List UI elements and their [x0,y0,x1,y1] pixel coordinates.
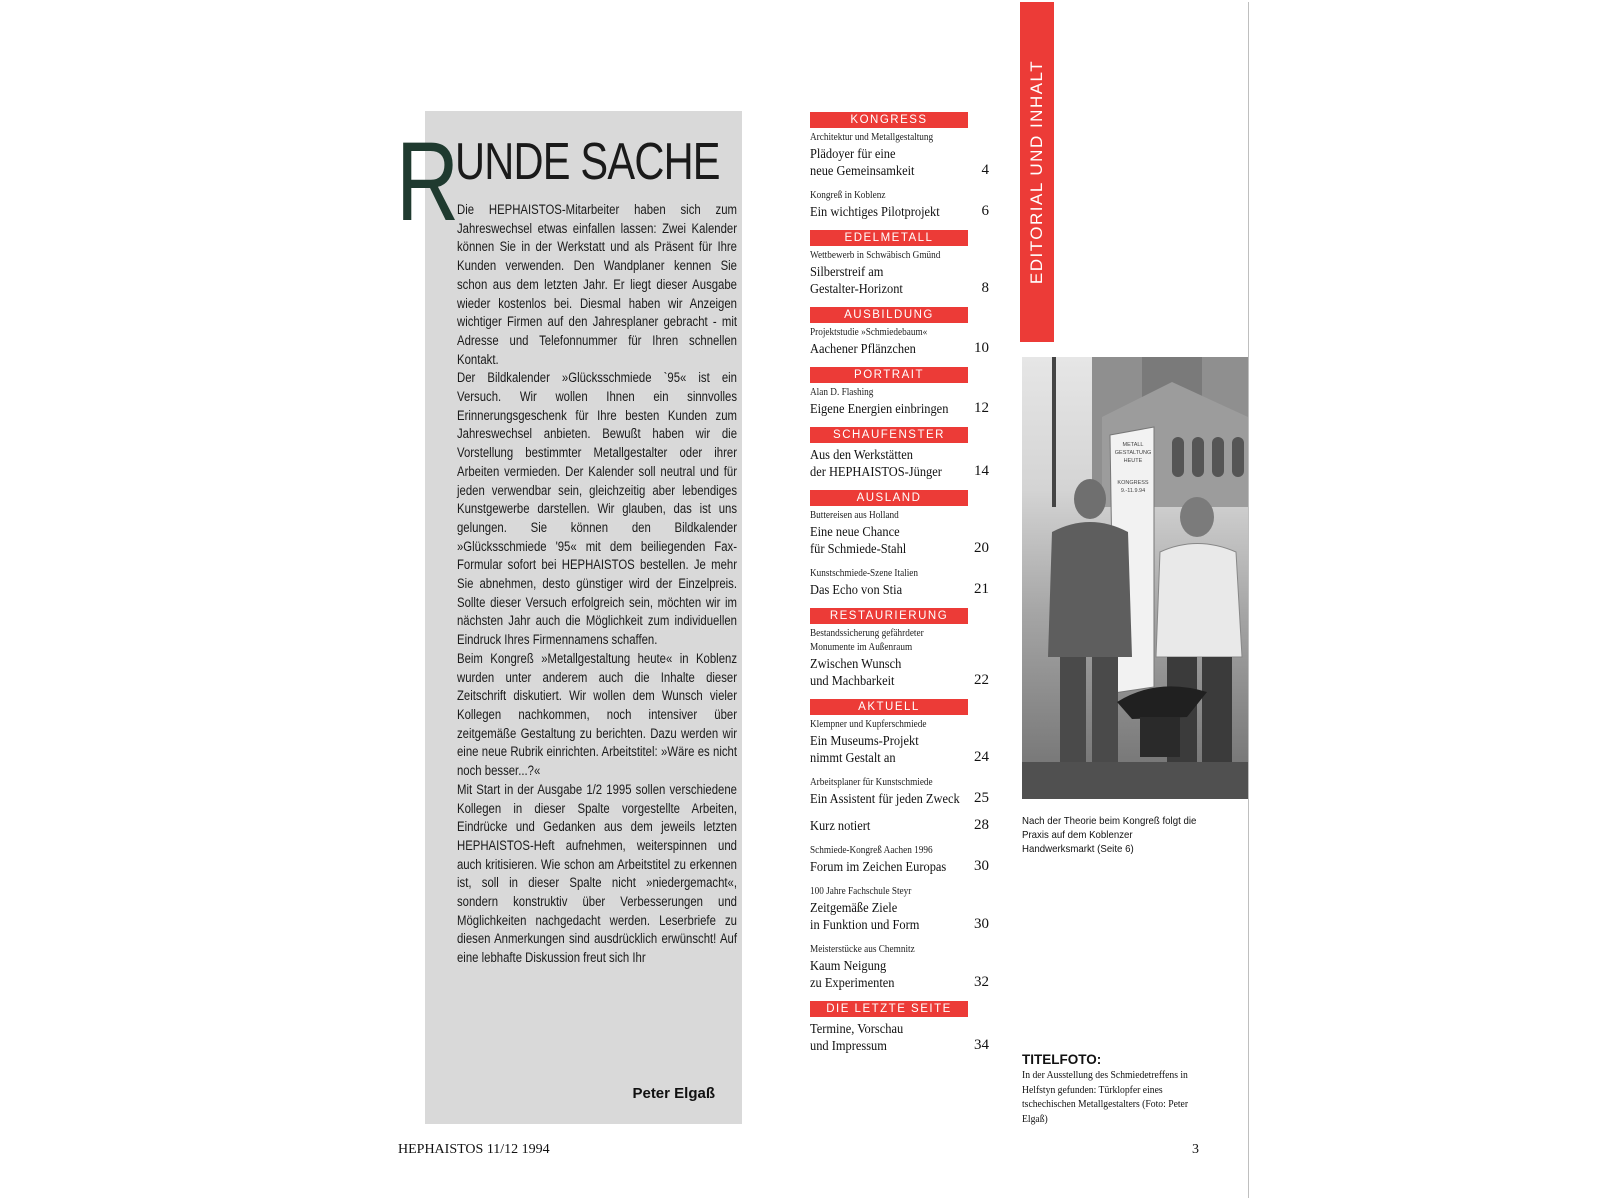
editorial-paragraph: Beim Kongreß »Metallgestaltung heute« in Koblenz wurden unter anderem auch die Inhalte dieser Zeitschrift diskutiert. Wir wollen dem Wunsch vieler Kollegen nachkommen, noch intensiver über zeitgemäße Gestaltung zu berichten. Dazu werden wir eine neue Rubrik einrichten. Arbeitstitel: »Wäre es nicht noch besser...?« [457,650,737,780]
toc-entry-kicker: Schmiede-Kongreß Aachen 1996 [810,845,933,856]
toc-entry-kicker: Alan D. Flashing [810,387,874,398]
toc-entry-title: Eigene Energien einbringen [810,401,949,416]
toc-entry-kicker: Architektur und Metallgestaltung [810,132,934,143]
toc-entry [810,885,995,933]
editorial-title: UNDE SACHE [455,133,720,191]
section-heading-ausland: AUSLAND [810,490,968,506]
toc-entry-title: Silberstreif am Gestalter-Horizont [810,264,903,296]
toc-entry-page: 21 [974,581,989,597]
toc-entry-page: 20 [974,540,989,556]
toc-entry [810,776,995,807]
section-heading-die-letzte-seite: DIE LETZTE SEITE [810,1001,968,1017]
toc-entry [810,326,995,357]
toc-entry [810,718,995,766]
toc-entry-page: 34 [974,1037,989,1053]
section-heading-restaurierung: RESTAURIERUNG [810,608,968,624]
editorial-paragraph: Der Bildkalender »Glücksschmiede `95« ist ein Versuch. Wir wollen Ihnen ein sinnvolles Erinnerungsgeschenk für Ihre besten Kunden zum Jahreswechsel anbieten. Bewußt haben wir die Vorstellung bestimmter Metallgestalter oder ihrer Arbeiten vermieden. Der Kalender soll neutral und für jeden verwendbar sein, gleichzeitig aber lebendiges Kunstgewerbe darstellen. Wir glauben, das ist uns gelungen. Sie können den Bildkalender »Glücksschmiede '95« mit dem beiliegenden Fax-Formular sofort bei HEPHAISTOS bestellen. Je mehr Sie abnehmen, desto günstiger wird der Einzelpreis. Sollte dieser Versuch erfolgreich sein, möchten wir im nächsten Jahr auch die Möglichkeit zum individuellen Eindruck Ihres Firmennamens schaffen. [457,370,737,649]
toc-entry-page: 12 [974,400,989,416]
toc-entry-title: Plädoyer für eine neue Gemeinsamkeit [810,146,915,178]
toc-entry-title: Kaum Neigung zu Experimenten [810,958,895,990]
toc-entry [810,943,995,991]
toc-entry-kicker: Kunstschmiede-Szene Italien [810,568,919,579]
toc-entry-title: Termine, Vorschau und Impressum [810,1021,904,1053]
toc-entry-page: 8 [981,280,989,296]
toc-entry [810,817,995,834]
toc-entry-title: Aachener Pflänzchen [810,341,916,356]
sign-text: METALL GESTALTUNG HEUTE KONGRESS 9.-11.9.94 [1114,442,1152,494]
table-of-contents [810,108,995,1064]
page-edge-rule [1248,2,1249,1198]
toc-entry [810,189,995,220]
toc-entry-page: 28 [974,817,989,833]
toc-entry-title: Forum im Zeichen Europas [810,859,947,874]
toc-entry [810,567,995,598]
section-heading-aktuell: AKTUELL [810,699,968,715]
toc-entry-page: 22 [974,672,989,688]
toc-entry-kicker: Klempner und Kupferschmiede [810,719,927,730]
toc-entry-page: 6 [981,203,989,219]
section-heading-schaufenster: SCHAUFENSTER [810,427,968,443]
section-heading-ausbildung: AUSBILDUNG [810,307,968,323]
section-band [1020,2,1054,342]
toc-entry-kicker: Projektstudie »Schmiedebaum« [810,327,928,338]
toc-entry [810,1020,995,1054]
toc-entry-kicker: Arbeitsplaner für Kunstschmiede [810,777,933,788]
toc-entry-kicker: Wettbewerb in Schwäbisch Gmünd [810,250,941,261]
editorial-paragraph: Die HEPHAISTOS-Mitarbeiter haben sich zum Jahreswechsel etwas einfallen lassen: Zwei Kalender können Sie in der Werkstatt und als Präsent für Ihre Kunden verwenden. Den Wandplaner kennen Sie schon aus dem letzten Jahr. Er liegt dieser Ausgabe wieder kostenlos bei. Diesmal haben wir Anzeigen wichtiger Firmen auf den Jahresplaner gebracht - mit Adresse und Telefonnummer für Ihren schnellen Kontakt. [457,202,737,368]
toc-entry-title: Aus den Werkstätten der HEPHAISTOS-Jünger [810,447,942,479]
toc-entry-page: 4 [981,162,989,178]
toc-entry-title: Zeitgemäße Ziele in Funktion und Form [810,900,920,932]
toc-entry-kicker: 100 Jahre Fachschule Steyr [810,886,912,897]
editorial-drop-cap: R [396,119,460,244]
toc-entry-page: 32 [974,974,989,990]
toc-entry-title: Das Echo von Stia [810,582,903,597]
section-heading-portrait: PORTRAIT [810,367,968,383]
toc-entry-title: Ein Assistent für jeden Zweck [810,791,960,806]
editorial-signature: Peter Elgaß [632,1085,715,1102]
cover-photo-label: TITELFOTO: [1022,1052,1102,1067]
footer-issue: HEPHAISTOS 11/12 1994 [398,1142,550,1157]
toc-entry-title: Ein Museums-Projekt nimmt Gestalt an [810,733,919,765]
toc-entry-title: Kurz notiert [810,818,871,833]
toc-entry-page: 24 [974,749,989,765]
toc-entry [810,844,995,875]
toc-entry-page: 30 [974,858,989,874]
toc-entry-title: Zwischen Wunsch und Machbarkeit [810,656,902,688]
toc-entry-page: 10 [974,340,989,356]
toc-entry [810,627,995,689]
photo-caption: Nach der Theorie beim Kongreß folgt die Praxis auf dem Koblenzer Handwerksmarkt (Seite 6) [1022,815,1197,855]
toc-entry-page: 30 [974,916,989,932]
toc-entry-title: Ein wichtiges Pilotprojekt [810,204,940,219]
market-photo-illustration [1022,357,1248,799]
market-photo [1022,357,1248,799]
editorial-body [457,201,737,968]
toc-entry-kicker: Bestandssicherung gefährdeter Monumente im Außenraum [810,628,924,653]
toc-entry-kicker: Buttereisen aus Holland [810,510,899,521]
toc-entry [810,446,995,480]
toc-entry-title: Eine neue Chance für Schmiede-Stahl [810,524,907,556]
editorial-paragraph: Mit Start in der Ausgabe 1/2 1995 sollen verschiedene Kollegen in dieser Spalte vorgestellte Arbeiten, Eindrücke und Gedanken aus dem jeweils letzten HEPHAISTOS-Heft aufnehmen, weiterspinnen und auch kritisieren. Wie schon am Arbeitstitel zu erkennen ist, soll in dieser Spalte nicht »niedergemacht«, sondern konstruktiv über Verbesserungen und Möglichkeiten nachgedacht werden. Leserbriefe zu diesen Anmerkungen sind ausdrücklich erwünscht! Auf eine lebhafte Diskussion freut sich Ihr [457,781,737,967]
section-band-label: EDITORIAL UND INHALT [1027,59,1046,285]
toc-entry [810,509,995,557]
footer-page-number: 3 [1192,1142,1199,1157]
section-heading-edelmetall: EDELMETALL [810,230,968,246]
toc-entry-kicker: Meisterstücke aus Chemnitz [810,944,915,955]
toc-entry [810,386,995,417]
toc-entry-page: 25 [974,790,989,806]
toc-entry [810,131,995,179]
toc-entry-kicker: Kongreß in Koblenz [810,190,886,201]
toc-entry [810,249,995,297]
section-heading-kongress: KONGRESS [810,112,968,128]
toc-entry-page: 14 [974,463,989,479]
cover-photo-caption: In der Ausstellung des Schmiedetreffens in Helfstyn gefunden: Türklopfer eines tschechischen Metallgestalters (Foto: Peter Elgaß) [1022,1070,1189,1125]
